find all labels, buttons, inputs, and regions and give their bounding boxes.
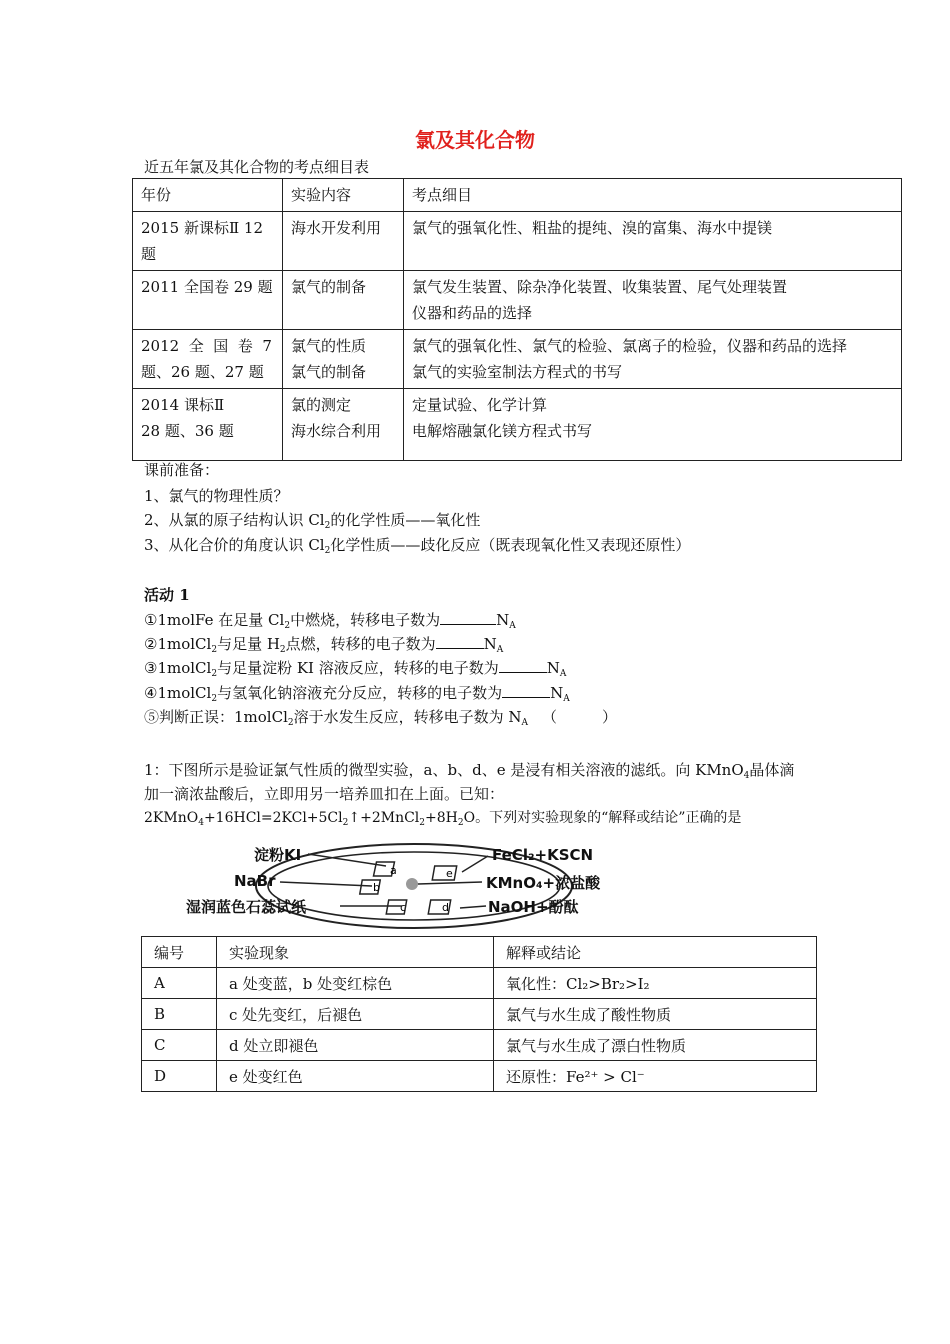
row-year: [133, 389, 283, 461]
row-detail: [404, 271, 902, 330]
text: O。下列对实验现象的“解释或结论”正确的是: [463, 810, 742, 826]
text: 与氢氧化钠溶液充分反应，转移的电子数为: [217, 684, 503, 702]
text: 中燃烧，转移电子数为: [290, 611, 441, 629]
leader-line: [462, 856, 488, 872]
table-row[interactable]: [142, 1030, 817, 1061]
subscript: 2: [211, 694, 218, 704]
table-header-row: [142, 937, 817, 968]
subscript: 2: [279, 645, 286, 655]
subscript: 2: [284, 621, 291, 631]
text: 与足量淀粉 KI 溶液反应，转移的电子数为: [217, 659, 499, 677]
prep-question: 1、氯气的物理性质？: [144, 487, 289, 505]
prep-question: [144, 535, 690, 555]
answer-options-table: [141, 936, 817, 1092]
table-header-row: [133, 179, 902, 212]
cell-line: 氯气的强氧化性、氯气的检验、氯离子的检验，仪器和药品的选择: [412, 337, 848, 355]
activity-item: [144, 658, 566, 678]
petri-dish-figure: [186, 836, 636, 932]
subscript: A: [559, 669, 567, 679]
cell-line: 题: [141, 245, 157, 263]
cell-line: 氯气的性质: [291, 337, 367, 355]
cell-line: 海水开发利用: [291, 219, 382, 237]
text: N: [546, 659, 560, 677]
cell-line: 2015 新课标Ⅱ 12: [141, 219, 263, 237]
option-conclusion: 氯气与水生成了漂白性物质: [494, 1030, 817, 1061]
cell-line: 电解熔融氯化镁方程式书写: [412, 422, 593, 440]
text: 化学性质——歧化反应（既表现氧化性又表现还原性）: [330, 536, 691, 554]
activity-item: [144, 634, 503, 654]
answer-blank[interactable]: [436, 634, 484, 649]
cell-line: 2011 全国卷 29 题: [141, 278, 273, 296]
text: ②1molCl: [144, 635, 212, 653]
subscript: A: [496, 645, 504, 655]
text: +16HCl=2KCl+5Cl: [203, 810, 343, 826]
text: ③1molCl: [144, 659, 212, 677]
answer-blank[interactable]: [440, 610, 496, 625]
cell-line: 氯气发生装置、除杂净化装置、收集装置、尾气处理装置: [412, 278, 788, 296]
answer-blank[interactable]: [502, 683, 550, 698]
text: 1：下图所示是验证氯气性质的微型实验，a、b、d、e 是浸有相关溶液的滤纸。向 KMnO: [144, 761, 744, 779]
text: 与足量 H: [217, 635, 280, 653]
table1-caption: 近五年氯及其化合物的考点细目表: [144, 158, 370, 176]
leader-line: [418, 882, 482, 884]
row-content: [283, 330, 404, 389]
header-phenomenon: 实验现象: [217, 937, 494, 968]
option-id: B: [142, 999, 217, 1030]
activity-item: [144, 683, 570, 703]
label-naoh-phenolphthalein: NaOH+酚酞: [488, 898, 579, 916]
text: 溶于水发生反应，转移电子数为 N: [293, 708, 522, 726]
cell-line: 海水综合利用: [291, 422, 382, 440]
question-line: 加一滴浓盐酸后，立即用另一培养皿扣在上面。已知：: [144, 785, 505, 803]
cell-line: 2012 全 国 卷 7: [141, 337, 272, 355]
text: N: [496, 611, 510, 629]
filter-paper-e: [432, 866, 456, 880]
subscript: 2: [457, 818, 464, 828]
text: 晶体滴: [749, 761, 795, 779]
header-id: 编号: [142, 937, 217, 968]
spot-label: c: [400, 901, 407, 914]
table-row[interactable]: [142, 1061, 817, 1092]
option-conclusion: 还原性：Fe²⁺ > Cl⁻: [494, 1061, 817, 1092]
subscript: 2: [211, 669, 218, 679]
exam-points-table: [132, 178, 902, 461]
table-row[interactable]: [142, 968, 817, 999]
option-phenomenon: d 处立即褪色: [217, 1030, 494, 1061]
table-row: [133, 212, 902, 271]
row-content: [283, 271, 404, 330]
text: 的化学性质——氧化性: [330, 511, 481, 529]
equation-line: [144, 808, 741, 828]
activity-item: [144, 707, 617, 727]
label-litmus-paper: 湿润蓝色石蕊试纸: [186, 898, 307, 916]
table-row: [133, 271, 902, 330]
header-detail: 考点细目: [404, 179, 902, 212]
table-row: [133, 330, 902, 389]
spot-label: d: [442, 901, 449, 914]
row-year: [133, 212, 283, 271]
cell-line: 2014 课标Ⅱ: [141, 396, 225, 414]
row-year: [133, 330, 283, 389]
answer-paren[interactable]: （ ）: [542, 708, 618, 726]
text: N: [483, 635, 497, 653]
cell-line: 题、26 题、27 题: [141, 363, 264, 381]
text: 2、从氯的原子结构认识 Cl: [144, 511, 325, 529]
header-conclusion: 解释或结论: [494, 937, 817, 968]
spot-label: e: [446, 867, 453, 880]
option-conclusion: 氧化性：Cl₂>Br₂>I₂: [494, 968, 817, 999]
text: ①1molFe 在足量 Cl: [144, 611, 285, 629]
row-detail: [404, 330, 902, 389]
cell-line: 氯气的实验室制法方程式的书写: [412, 363, 623, 381]
cell-line: 氯气的强氧化性、粗盐的提纯、溴的富集、海水中提镁: [412, 219, 773, 237]
row-detail: [404, 212, 902, 271]
header-year: 年份: [133, 179, 283, 212]
cell-line: 氯气的制备: [291, 278, 367, 296]
subscript: 2: [324, 546, 331, 556]
answer-blank[interactable]: [499, 658, 547, 673]
row-content: [283, 212, 404, 271]
option-id: D: [142, 1061, 217, 1092]
subscript: A: [509, 621, 516, 631]
prep-question: [144, 510, 480, 530]
cell-line: 定量试验、化学计算: [412, 396, 548, 414]
activity-item: [144, 610, 516, 630]
subscript: 2: [419, 818, 426, 828]
cell-line: 氯的测定: [291, 396, 352, 414]
table-row[interactable]: [142, 999, 817, 1030]
text: 3、从化合价的角度认识 Cl: [144, 536, 325, 554]
text: 点燃，转移的电子数为: [285, 635, 436, 653]
subscript: A: [521, 718, 529, 728]
text: 2KMnO: [144, 810, 199, 826]
text: ↑+2MnCl: [348, 810, 420, 826]
row-year: [133, 271, 283, 330]
spot-label: b: [373, 881, 380, 894]
subscript: 2: [324, 521, 331, 531]
option-phenomenon: a 处变蓝，b 处变红棕色: [217, 968, 494, 999]
kmno4-crystal: [406, 878, 418, 890]
cell-line: 仪器和药品的选择: [412, 304, 533, 322]
subscript: 2: [287, 718, 294, 728]
option-id: A: [142, 968, 217, 999]
subscript: 4: [743, 771, 750, 781]
row-content: [283, 389, 404, 461]
cell-line: 28 题、36 题: [141, 422, 234, 440]
label-fecl2-kscn: FeCl₂+KSCN: [492, 846, 594, 864]
option-phenomenon: e 处变红色: [217, 1061, 494, 1092]
table-row: [133, 389, 902, 461]
label-nabr: NaBr: [234, 872, 276, 890]
question-line: [144, 760, 794, 780]
page-title: 氯及其化合物: [415, 128, 535, 152]
leader-line: [460, 906, 486, 908]
label-kmno4-hcl: KMnO₄+浓盐酸: [486, 874, 601, 892]
option-phenomenon: c 处先变红，后褪色: [217, 999, 494, 1030]
subscript: 4: [198, 818, 204, 828]
spot-label: a: [390, 864, 397, 877]
prep-heading: 课前准备：: [144, 461, 220, 479]
activity-heading: 活动 1: [144, 586, 190, 604]
text: +8H: [425, 810, 458, 826]
row-detail: [404, 389, 902, 461]
label-starch-ki: 淀粉KI: [254, 846, 302, 864]
cell-line: 氯气的制备: [291, 363, 367, 381]
header-content: 实验内容: [283, 179, 404, 212]
option-conclusion: 氯气与水生成了酸性物质: [494, 999, 817, 1030]
text: ⑤判断正误：1molCl: [144, 708, 288, 726]
subscript: 2: [211, 645, 218, 655]
option-id: C: [142, 1030, 217, 1061]
subscript: A: [563, 694, 570, 704]
text: N: [550, 684, 564, 702]
subscript: 2: [342, 818, 349, 828]
text: ④1molCl: [144, 684, 212, 702]
leader-line: [280, 882, 372, 886]
